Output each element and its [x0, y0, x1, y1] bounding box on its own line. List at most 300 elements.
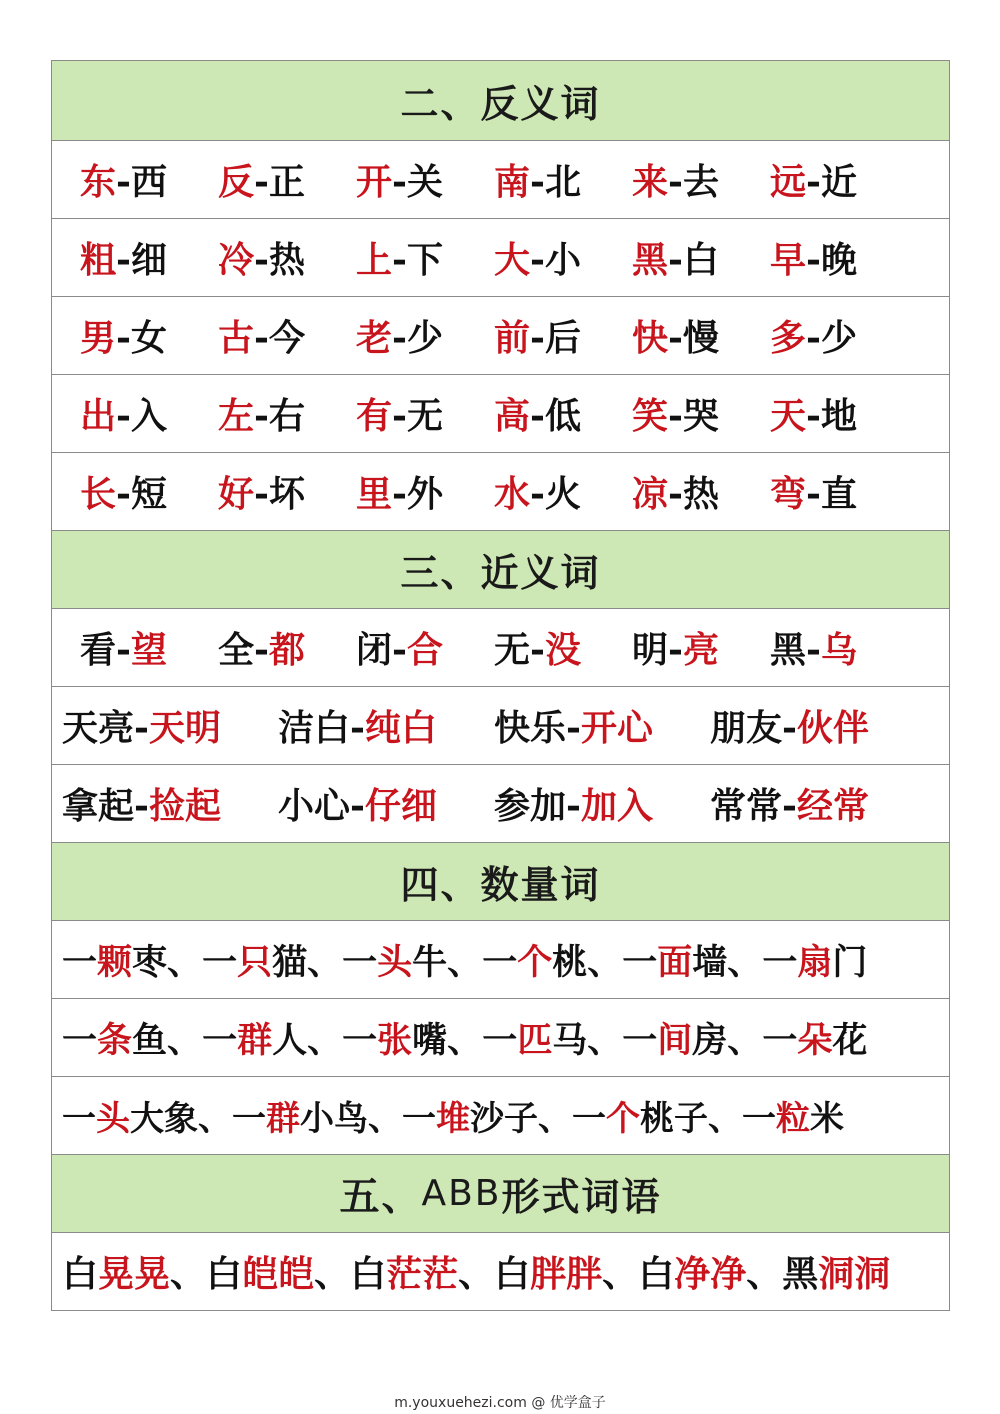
word-second: 经常 [796, 785, 869, 827]
classifier: 个 [517, 941, 553, 983]
measure-phrase [232, 1091, 368, 1140]
classifier: 粒 [776, 1099, 810, 1139]
dash: - [392, 239, 407, 281]
separator: 、 [307, 941, 343, 983]
noun: 嘴 [412, 1019, 448, 1061]
word-first: 拿起 [62, 785, 135, 827]
word-first: 明 [632, 629, 669, 671]
word-second: 纯白 [364, 707, 437, 749]
noun: 墙 [692, 941, 728, 983]
word-first: 有 [356, 395, 393, 437]
abb-head: 白 [206, 1253, 243, 1295]
word-second: 下 [406, 239, 443, 281]
noun: 猫 [272, 941, 308, 983]
classifier: 堆 [436, 1099, 470, 1139]
abb-word [638, 1246, 746, 1297]
word-first: 出 [80, 395, 117, 437]
dash: - [806, 161, 821, 203]
word-second: 坏 [268, 473, 305, 515]
dash: - [116, 629, 131, 671]
antonym-pair [80, 232, 218, 283]
separator: 、 [368, 1099, 402, 1139]
word-first: 常常 [710, 785, 783, 827]
antonym-pair [80, 388, 218, 439]
antonym-pair [494, 232, 632, 283]
word-first: 天亮 [62, 707, 135, 749]
dash: - [668, 395, 683, 437]
section-title-separator: 、 [381, 1174, 422, 1219]
synonym-pair [80, 622, 218, 673]
separator: 、 [447, 1019, 483, 1061]
word-second: 少 [406, 317, 443, 359]
word-first: 远 [770, 161, 807, 203]
dash: - [350, 707, 365, 749]
dash: - [530, 629, 545, 671]
dash: - [116, 317, 131, 359]
numeral: 一 [342, 1019, 378, 1061]
word-first: 男 [80, 317, 117, 359]
word-second: 外 [406, 473, 443, 515]
word-second: 北 [544, 161, 581, 203]
word-first: 反 [218, 161, 255, 203]
dash: - [134, 707, 149, 749]
measure-phrase [62, 1091, 198, 1140]
word-first: 天 [770, 395, 807, 437]
dash: - [782, 785, 797, 827]
abb-head: 白 [62, 1253, 99, 1295]
measure-phrase [572, 1091, 708, 1140]
abb-tail: 胖胖 [530, 1253, 603, 1295]
word-second: 关 [406, 161, 443, 203]
dash: - [254, 395, 269, 437]
classifier: 群 [266, 1099, 300, 1139]
separator: 、 [746, 1253, 783, 1295]
word-second: 合 [406, 629, 443, 671]
dash: - [254, 317, 269, 359]
antonym-pair [494, 154, 632, 205]
dash: - [566, 785, 581, 827]
antonym-pair [770, 466, 908, 517]
word-second: 直 [820, 473, 857, 515]
antonym-pair [218, 310, 356, 361]
noun: 沙子 [470, 1099, 538, 1139]
measure-phrase [742, 1091, 844, 1140]
numeral: 一 [62, 1099, 96, 1139]
word-first: 东 [80, 161, 117, 203]
word-first: 粗 [80, 239, 117, 281]
antonym-pair [632, 232, 770, 283]
word-second: 地 [820, 395, 857, 437]
dash: - [254, 473, 269, 515]
word-second: 晚 [820, 239, 857, 281]
section-header-antonyms [52, 61, 949, 141]
noun: 大象 [130, 1099, 198, 1139]
section-title-abb: ABB [421, 1173, 502, 1214]
noun: 牛 [412, 941, 448, 983]
word-second: 加入 [580, 785, 653, 827]
separator: 、 [198, 1099, 232, 1139]
word-first: 无 [494, 629, 531, 671]
section-title: 三、近义词 [400, 550, 601, 595]
antonym-pair [494, 388, 632, 439]
classifier: 朵 [797, 1019, 833, 1061]
antonym-row [52, 219, 949, 297]
dash: - [350, 785, 365, 827]
word-first: 笑 [632, 395, 669, 437]
word-second: 没 [544, 629, 581, 671]
dash: - [668, 629, 683, 671]
word-first: 弯 [770, 473, 807, 515]
antonym-pair [356, 154, 494, 205]
abb-tail: 茫茫 [386, 1253, 459, 1295]
antonym-pair [494, 310, 632, 361]
word-first: 大 [494, 239, 531, 281]
antonym-pair [356, 388, 494, 439]
antonym-pair [632, 388, 770, 439]
numeral: 一 [232, 1099, 266, 1139]
separator: 、 [170, 1253, 207, 1295]
word-first: 冷 [218, 239, 255, 281]
word-first: 长 [80, 473, 117, 515]
measure-phrase [342, 1013, 447, 1063]
measure-phrase [622, 1013, 727, 1063]
word-first: 全 [218, 629, 255, 671]
dash: - [806, 395, 821, 437]
numeral: 一 [402, 1099, 436, 1139]
synonym-pair [494, 700, 710, 751]
numeral: 一 [202, 1019, 238, 1061]
dash: - [806, 317, 821, 359]
measure-phrase [202, 1013, 307, 1063]
dash: - [392, 629, 407, 671]
classifier: 匹 [517, 1019, 553, 1061]
antonym-pair [356, 232, 494, 283]
separator: 、 [602, 1253, 639, 1295]
abb-head: 白 [350, 1253, 387, 1295]
abb-head: 白 [494, 1253, 531, 1295]
dash: - [116, 239, 131, 281]
noun: 马 [552, 1019, 588, 1061]
dash: - [806, 473, 821, 515]
dash: - [530, 317, 545, 359]
numeral: 一 [762, 1019, 798, 1061]
dash: - [668, 317, 683, 359]
word-second: 亮 [682, 629, 719, 671]
abb-word [782, 1246, 890, 1297]
antonym-pair [632, 466, 770, 517]
numeral: 一 [202, 941, 238, 983]
word-first: 凉 [632, 473, 669, 515]
dash: - [134, 785, 149, 827]
measure-phrase [762, 935, 867, 985]
numeral: 一 [482, 1019, 518, 1061]
word-second: 伙伴 [796, 707, 869, 749]
classifier: 个 [606, 1099, 640, 1139]
section-title-number: 五 [339, 1173, 382, 1220]
abb-tail: 洞洞 [818, 1253, 891, 1295]
measure-phrase [622, 935, 727, 985]
antonym-pair [770, 232, 908, 283]
measure-phrase [62, 935, 167, 985]
word-first: 老 [356, 317, 393, 359]
word-second: 热 [682, 473, 719, 515]
word-first: 快 [632, 317, 669, 359]
word-first: 小心 [278, 785, 351, 827]
antonym-pair [632, 154, 770, 205]
dash: - [530, 473, 545, 515]
word-first: 黑 [770, 629, 807, 671]
numeral: 一 [622, 941, 658, 983]
word-first: 朋友 [710, 707, 783, 749]
classifier: 间 [657, 1019, 693, 1061]
word-second: 哭 [682, 395, 719, 437]
noun: 小鸟 [300, 1099, 368, 1139]
antonym-pair [770, 310, 908, 361]
noun: 花 [832, 1019, 868, 1061]
antonym-row [52, 297, 949, 375]
word-second: 今 [268, 317, 305, 359]
abb-tail: 晃晃 [98, 1253, 171, 1295]
worksheet-table [51, 60, 950, 1311]
abb-word [62, 1246, 170, 1297]
word-second: 入 [130, 395, 167, 437]
footer-watermark: m.youxuehezi.com @ 优学盒子 [394, 1395, 606, 1411]
word-first: 上 [356, 239, 393, 281]
word-second: 小 [544, 239, 581, 281]
separator: 、 [314, 1253, 351, 1295]
word-second: 女 [130, 317, 167, 359]
word-second: 细 [130, 239, 167, 281]
measure-phrase [342, 935, 447, 985]
separator: 、 [587, 941, 623, 983]
classifier: 只 [237, 941, 273, 983]
separator: 、 [727, 1019, 763, 1061]
word-second: 无 [406, 395, 443, 437]
dash: - [392, 317, 407, 359]
dash: - [116, 395, 131, 437]
word-first: 开 [356, 161, 393, 203]
word-second: 火 [544, 473, 581, 515]
section-title: 二、反义词 [400, 81, 601, 126]
numeral: 一 [62, 941, 98, 983]
section-header-measure-words [52, 843, 949, 921]
dash: - [782, 707, 797, 749]
word-second: 乌 [820, 629, 857, 671]
word-first: 里 [356, 473, 393, 515]
abb-tail: 皑皑 [242, 1253, 315, 1295]
word-second: 开心 [580, 707, 653, 749]
numeral: 一 [572, 1099, 606, 1139]
word-second: 天明 [148, 707, 221, 749]
measure-phrase [62, 1013, 167, 1063]
synonym-pair [62, 778, 278, 829]
synonym-row [52, 687, 949, 765]
separator: 、 [538, 1099, 572, 1139]
word-second: 捡起 [148, 785, 221, 827]
measure-phrase [762, 1013, 867, 1063]
word-first: 看 [80, 629, 117, 671]
word-second: 右 [268, 395, 305, 437]
separator: 、 [447, 941, 483, 983]
antonym-row [52, 453, 949, 531]
dash: - [254, 239, 269, 281]
dash: - [254, 629, 269, 671]
word-first: 快乐 [494, 707, 567, 749]
noun: 房 [692, 1019, 728, 1061]
abb-head: 黑 [782, 1253, 819, 1295]
dash: - [392, 473, 407, 515]
numeral: 一 [62, 1019, 98, 1061]
word-first: 来 [632, 161, 669, 203]
word-first: 前 [494, 317, 531, 359]
dash: - [116, 473, 131, 515]
classifier: 群 [237, 1019, 273, 1061]
synonym-pair [632, 622, 770, 673]
word-second: 近 [820, 161, 857, 203]
synonym-pair [494, 778, 710, 829]
section-header-abb [52, 1155, 949, 1233]
word-first: 黑 [632, 239, 669, 281]
classifier: 条 [97, 1019, 133, 1061]
synonym-pair [278, 700, 494, 751]
separator: 、 [307, 1019, 343, 1061]
synonym-pair [218, 622, 356, 673]
abb-word [494, 1246, 602, 1297]
noun: 门 [832, 941, 868, 983]
classifier: 张 [377, 1019, 413, 1061]
section-title: 四、数量词 [400, 862, 601, 907]
word-second: 慢 [682, 317, 719, 359]
numeral: 一 [622, 1019, 658, 1061]
word-second: 正 [268, 161, 305, 203]
dash: - [806, 239, 821, 281]
synonym-pair [494, 622, 632, 673]
synonym-pair [356, 622, 494, 673]
antonym-row [52, 375, 949, 453]
separator: 、 [727, 941, 763, 983]
dash: - [254, 161, 269, 203]
dash: - [116, 161, 131, 203]
numeral: 一 [762, 941, 798, 983]
noun: 枣 [132, 941, 168, 983]
dash: - [806, 629, 821, 671]
synonym-row [52, 765, 949, 843]
word-first: 多 [770, 317, 807, 359]
noun: 人 [272, 1019, 308, 1061]
abb-word [350, 1246, 458, 1297]
abb-tail: 净净 [674, 1253, 747, 1295]
dash: - [668, 473, 683, 515]
word-second: 白 [682, 239, 719, 281]
noun: 桃子 [640, 1099, 708, 1139]
dash: - [530, 239, 545, 281]
antonym-pair [770, 154, 908, 205]
word-second: 热 [268, 239, 305, 281]
word-first: 左 [218, 395, 255, 437]
measure-phrase [482, 935, 587, 985]
classifier: 面 [657, 941, 693, 983]
classifier: 颗 [97, 941, 133, 983]
word-first: 早 [770, 239, 807, 281]
antonym-pair [632, 310, 770, 361]
noun: 米 [810, 1099, 844, 1139]
classifier: 头 [377, 941, 413, 983]
antonym-pair [218, 154, 356, 205]
synonym-pair [278, 778, 494, 829]
word-first: 水 [494, 473, 531, 515]
numeral: 一 [742, 1099, 776, 1139]
separator: 、 [458, 1253, 495, 1295]
dash: - [566, 707, 581, 749]
antonym-pair [218, 466, 356, 517]
separator: 、 [167, 941, 203, 983]
measure-word-row [52, 1077, 949, 1155]
word-first: 好 [218, 473, 255, 515]
antonym-pair [80, 154, 218, 205]
word-first: 南 [494, 161, 531, 203]
dash: - [530, 161, 545, 203]
word-first: 洁白 [278, 707, 351, 749]
word-first: 高 [494, 395, 531, 437]
measure-phrase [482, 1013, 587, 1063]
separator: 、 [167, 1019, 203, 1061]
word-second: 都 [268, 629, 305, 671]
antonym-pair [356, 466, 494, 517]
antonym-pair [218, 232, 356, 283]
noun: 桃 [552, 941, 588, 983]
section-title-rest: 形式词语 [501, 1174, 662, 1219]
abb-head: 白 [638, 1253, 675, 1295]
measure-phrase [402, 1091, 538, 1140]
classifier: 头 [96, 1099, 130, 1139]
measure-word-row [52, 999, 949, 1077]
synonym-pair [62, 700, 278, 751]
dash: - [392, 395, 407, 437]
synonym-pair [770, 622, 908, 673]
separator: 、 [587, 1019, 623, 1061]
word-second: 少 [820, 317, 857, 359]
synonym-pair [710, 778, 926, 829]
word-first: 参加 [494, 785, 567, 827]
antonym-row [52, 141, 949, 219]
measure-word-row [52, 921, 949, 999]
synonym-pair [710, 700, 926, 751]
measure-phrase [202, 935, 307, 985]
dash: - [392, 161, 407, 203]
antonym-pair [80, 466, 218, 517]
numeral: 一 [482, 941, 518, 983]
antonym-pair [770, 388, 908, 439]
word-second: 去 [682, 161, 719, 203]
dash: - [530, 395, 545, 437]
word-second: 仔细 [364, 785, 437, 827]
word-second: 短 [130, 473, 167, 515]
classifier: 扇 [797, 941, 833, 983]
numeral: 一 [342, 941, 378, 983]
separator: 、 [708, 1099, 742, 1139]
antonym-pair [218, 388, 356, 439]
word-second: 望 [130, 629, 167, 671]
dash: - [668, 239, 683, 281]
noun: 鱼 [132, 1019, 168, 1061]
abb-row [52, 1233, 949, 1311]
word-first: 闭 [356, 629, 393, 671]
antonym-pair [494, 466, 632, 517]
word-second: 低 [544, 395, 581, 437]
dash: - [668, 161, 683, 203]
section-header-synonyms [52, 531, 949, 609]
abb-word [206, 1246, 314, 1297]
